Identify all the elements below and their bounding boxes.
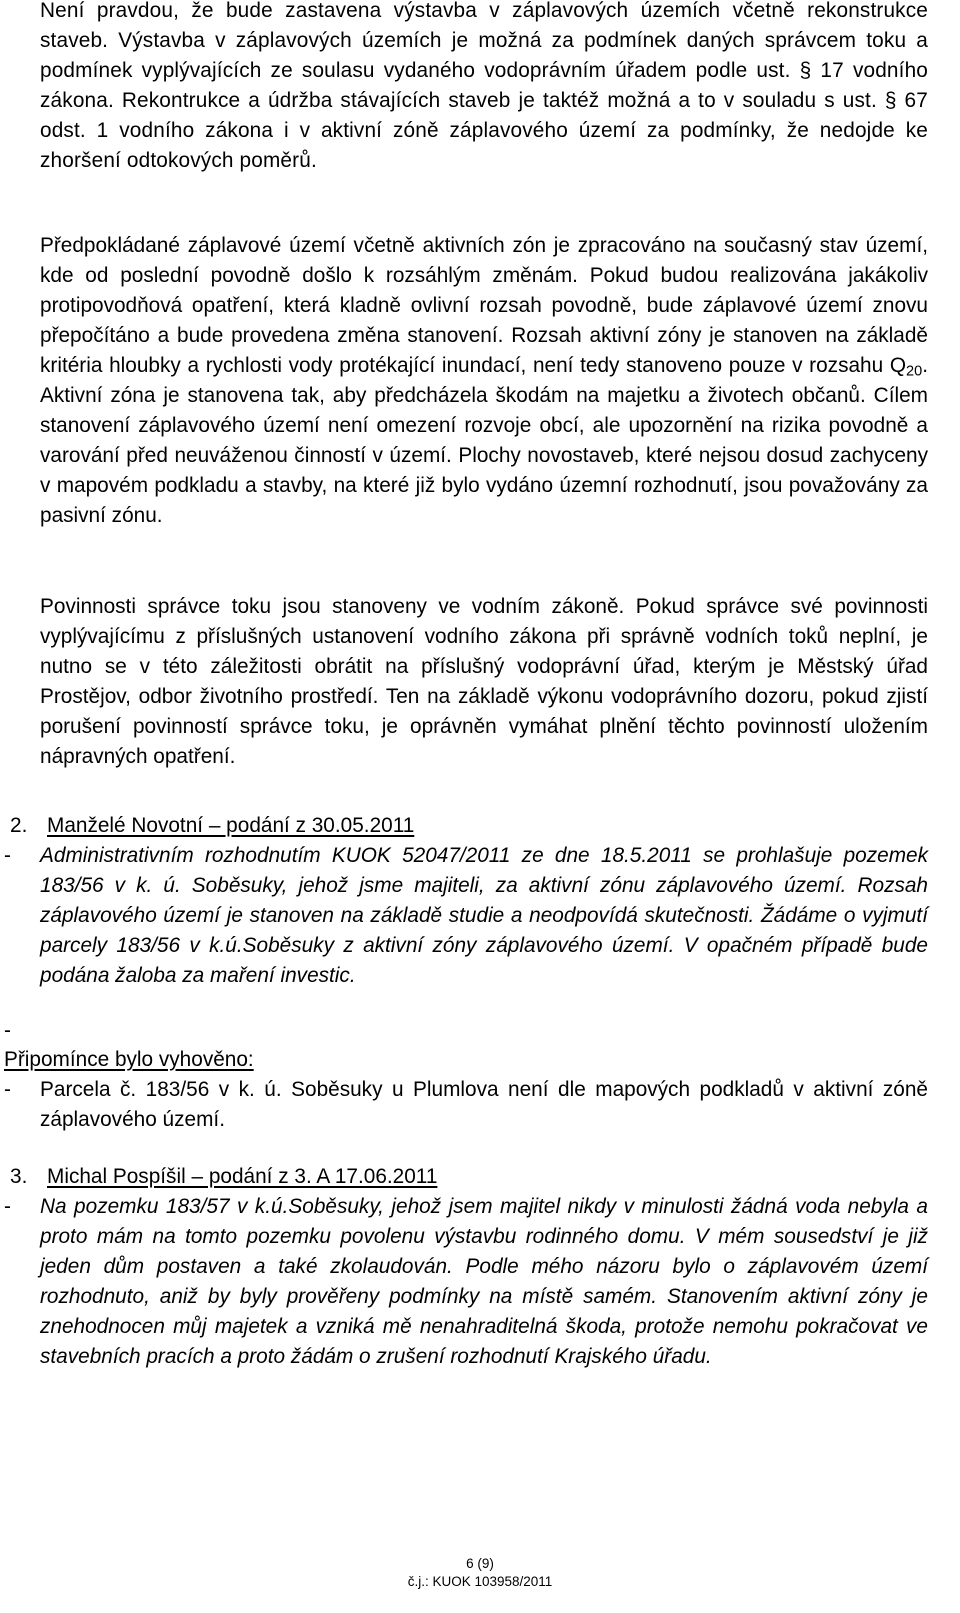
section-3-objection-dash: -	[4, 1195, 11, 1218]
intro-paragraph-1: Není pravdou, že bude zastavena výstavba v záplavových územích včetně rekonstrukce staveb. Výstavba v záplavových územích je možná za podmínek daných správcem toku a podmínek vyplývajících ze soulasu vydaného vodoprávním úřadem podle ust. § 17 vodního zákona. Rekontrukce a údržba stávajících staveb je taktéž možná a to v souladu s ust. § 67 odst. 1 vodního zákona i v aktivní zóně záplavového území za podmínky, že nedojde ke zhoršení odtokových poměrů.	[40, 0, 928, 172]
section-2-resolution: Parcela č. 183/56 v k. ú. Soběsuky u Plumlova není dle mapových podkladů v aktivní zóně záplavového území.	[40, 1078, 928, 1131]
section-2-resolution-heading: Připomínce bylo vyhověno:	[4, 1048, 254, 1071]
page-number: 6 (9)	[466, 1556, 494, 1571]
section-2-title: Manželé Novotní – podání z 30.05.2011	[47, 814, 415, 837]
section-2-objection: Administrativním rozhodnutím KUOK 52047/2011 ze dne 18.5.2011 se prohlašuje pozemek 183/56 v k. ú. Soběsuky, jehož jsme majiteli, za aktivní zónu záplavového území. Rozsah záplavového území je stanoven na základě studie a neodpovídá skutečnosti. Žádáme o vyjmutí parcely 183/56 v k.ú.Soběsuky z aktivní zóny záplavového území. V opačném případě bude podána žaloba za maření investic.	[40, 844, 928, 987]
section-3-objection: Na pozemku 183/57 v k.ú.Soběsuky, jehož jsem majitel nikdy v minulosti žádná voda nebyla a proto mám na tomto pozemku povolenu výstavbu rodinného domu. V mém sousedství je již jeden dům postaven a také zkolaudován. Podle mého názoru bylo o záplavovém území rozhodnuto, aniž by byly prověřeny podmínky na místě samém. Stanovením aktivní zóny je znehodnocen můj majetek a vzniká mě nenahraditelná škoda, protože nemohu pokračovat ve stavebních pracích a proto žádám o zrušení rozhodnutí Krajského úřadu.	[40, 1195, 928, 1368]
section-2-objection-dash: -	[4, 844, 11, 867]
section-3-number: 3.	[10, 1165, 28, 1188]
section-3-heading	[10, 1162, 438, 1192]
reference-number: č.j.: KUOK 103958/2011	[407, 1574, 553, 1589]
section-2-number: 2.	[10, 814, 28, 837]
section-2-extra-dash: -	[4, 1019, 11, 1042]
section-2-resolution-dash: -	[4, 1078, 11, 1101]
intro-paragraph-3: Povinnosti správce toku jsou stanoveny ve vodním zákoně. Pokud správce své povinnosti vyplývajícímu z příslušných ustanovení vodního zákona při správně vodních toků neplní, je nutno se v této záležitosti obrátit na příslušný vodoprávní úřad, kterým je Městský úřad Prostějov, odbor životního prostředí. Ten na základě výkonu vodoprávního dozoru, pokud zjistí porušení povinností správce toku, je oprávněn vymáhat plnění těchto povinností uložením nápravných opatření.	[40, 595, 928, 768]
section-2-heading	[10, 811, 415, 841]
intro-paragraph-2-text-a: Předpokládané záplavové území včetně aktivních zón je zpracováno na současný stav území, kde od poslední povodně došlo k rozsáhlým změnám. Pokud budou realizována jakákoliv protipovodňová opatření, která kladně ovlivní rozsah povodně, bude záplavové území znovu přepočítáno a bude provedena změna stanovení. Rozsah aktivní zóny je stanoven na základě kritéria hloubky a rychlosti vody protékající inundací, není tedy stanoveno pouze v rozsahu Q	[40, 234, 928, 377]
q-subscript: 20	[906, 363, 923, 380]
section-3-title: Michal Pospíšil – podání z 3. A 17.06.2011	[47, 1165, 438, 1188]
intro-paragraph-2-text-b: . Aktivní zóna je stanovena tak, aby předcházela škodám na majetku a životech občanů. Cílem stanovení záplavového území není omezení rozvoje obcí, ale upozornění na rizika povodně a varování před neuváženou činností v území. Plochy novostaveb, které nejsou dosud zachyceny v mapovém podkladu a stavby, na které již bylo vydáno územní rozhodnutí, jsou považovány za pasivní zónu.	[40, 354, 928, 527]
intro-paragraph-2	[40, 231, 928, 531]
